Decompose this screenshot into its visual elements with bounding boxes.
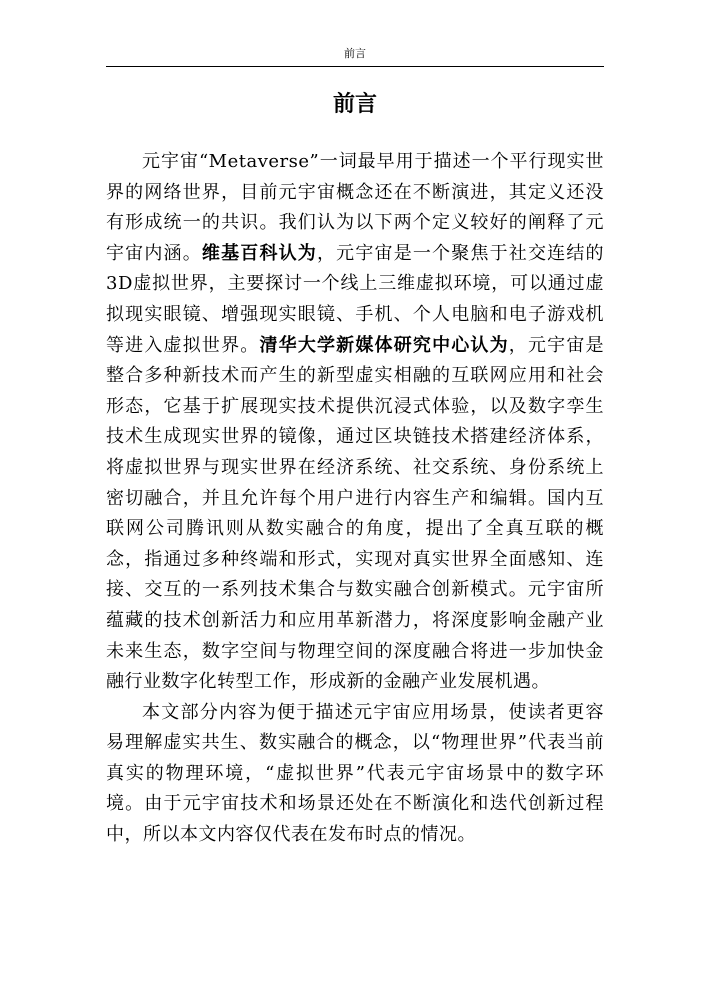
running-header: 前言 [344,47,366,60]
paragraph-2-text-1: 本文部分内容为便于描述元宇宙应用场景，使读者更容易理解虚实共生、数实融合的概念，以“物理世界”代表当前真实的物理环境，“虚拟世界”代表元宇宙场景中的数字环境。由于元宇宙技术和场景还处在不断演化和迭代创新过程中，所以本文内容仅代表在发布时点的情况。 [106,701,604,846]
paragraph-1-emphasis-wikipedia: 维基百科认为 [201,242,317,264]
paragraph-1-text-2: ，元宇宙是一个聚焦于社交连结的3D虚拟世界，主要探讨一个线上三维虚拟环境，可以通过虚拟现实眼镜、增强现实眼镜、手机、个人电脑和电子游戏机等进入虚拟世界。 [106,242,605,356]
header-divider [106,66,604,67]
page-title: 前言 [332,91,377,117]
paragraph-1-emphasis-tsinghua: 清华大学新媒体研究中心认为 [259,334,509,356]
body-text [106,147,604,851]
paragraph-1-text-1: 元宇宙“Metaverse”一词最早用于描述一个平行现实世界的网络世界，目前元宇宙概念还在不断演进，其定义还没有形成统一的共识。我们认为以下两个定义较好的阐释了元宇宙内涵。 [106,151,604,264]
paragraph-2 [106,698,604,851]
paragraph-1 [106,147,604,698]
paragraph-1-text-3: ，元宇宙是整合多种新技术而产生的新型虚实相融的互联网应用和社会形态，它基于扩展现实技术提供沉浸式体验，以及数字孪生技术生成现实世界的镜像，通过区块链技术搭建经济体系，将虚拟世界与现实世界在经济系统、社交系统、身份系统上密切融合，并且允许每个用户进行内容生产和编辑。国内互联网公司腾讯则从数实融合的角度，提出了全真互联的概念，指通过多种终端和形式，实现对真实世界全面感知、连接、交互的一系列技术集合与数实融合创新模式。元宇宙所蕴藏的技术创新活力和应用革新潜力，将深度影响金融产业未来生态，数字空间与物理空间的深度融合将进一步加快金融行业数字化转型工作，形成新的金融产业发展机遇。 [106,334,605,693]
